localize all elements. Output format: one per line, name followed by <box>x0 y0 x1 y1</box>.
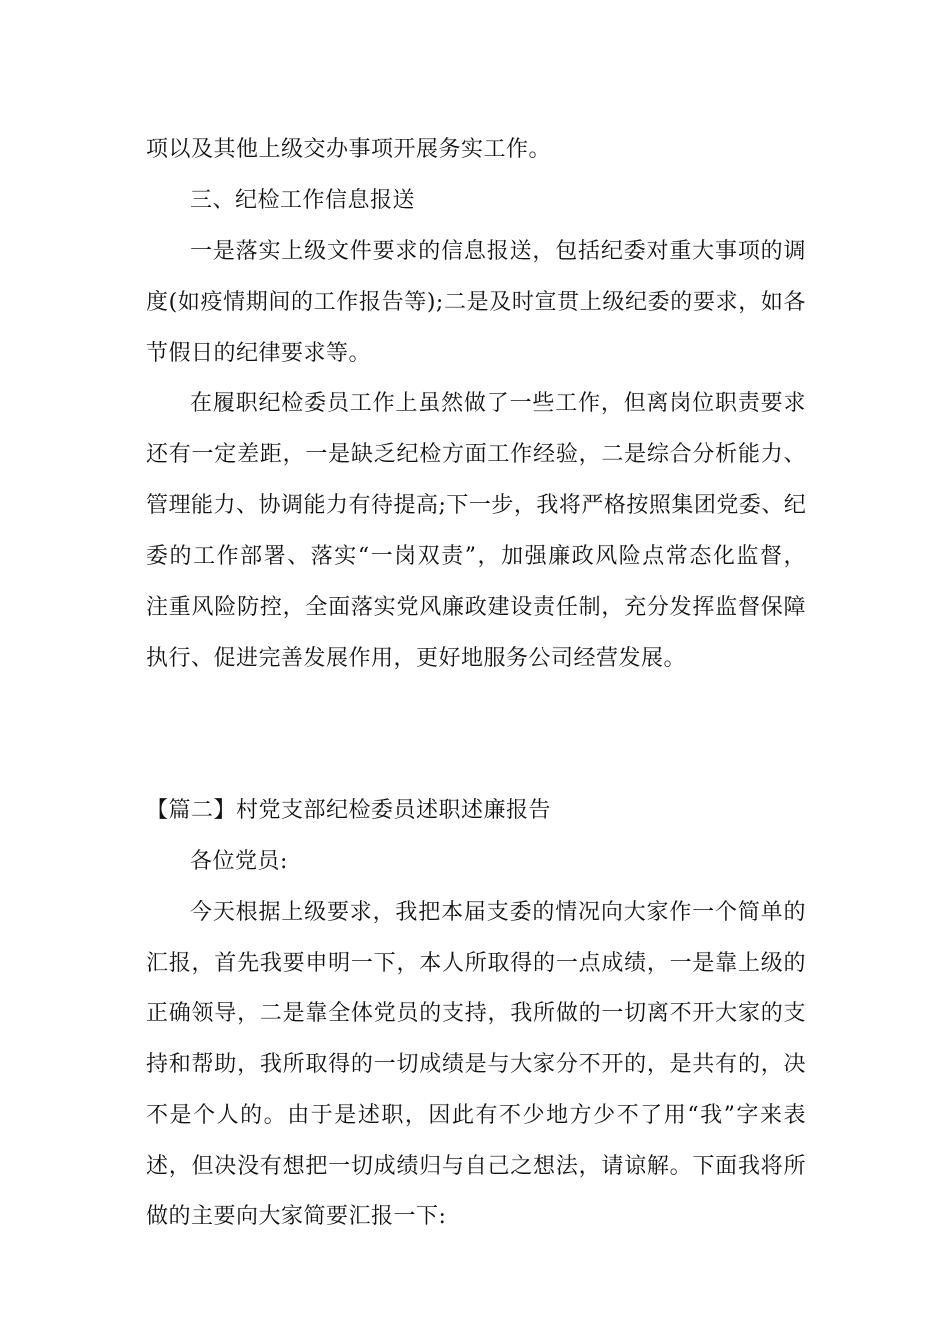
section-heading: 三、纪检工作信息报送 <box>190 188 416 213</box>
paragraph-line: 一是落实上级文件要求的信息报送，包括纪委对重大事项的调 <box>190 239 806 264</box>
paragraph-line: 注重风险防控，全面落实党风廉政建设责任制，充分发挥监督保障 <box>146 595 806 620</box>
paragraph-line: 汇报，首先我要申明一下，本人所取得的一点成绩，一是靠上级的 <box>146 951 806 976</box>
paragraph-line: 项以及其他上级交办事项开展务实工作。 <box>146 137 552 162</box>
paragraph-line: 度(如疫情期间的工作报告等);二是及时宣贯上级纪委的要求，如各 <box>146 290 806 315</box>
paragraph-line: 述，但决没有想把一切成绩归与自己之想法，请谅解。下面我将所 <box>146 1154 806 1179</box>
article-title: 【篇二】村党支部纪检委员述职述廉报告 <box>146 798 552 823</box>
paragraph-line: 还有一定差距，一是缺乏纪检方面工作经验，二是综合分析能力、 <box>146 442 806 467</box>
paragraph-line: 管理能力、协调能力有待提高;下一步，我将严格按照集团党委、纪 <box>146 493 807 518</box>
paragraph-line: 在履职纪检委员工作上虽然做了一些工作，但离岗位职责要求 <box>190 391 806 416</box>
paragraph-line: 做的主要向大家简要汇报一下: <box>146 1204 447 1229</box>
paragraph-line: 持和帮助，我所取得的一切成绩是与大家分不开的，是共有的，决 <box>146 1052 806 1077</box>
paragraph-line: 今天根据上级要求，我把本届支委的情况向大家作一个简单的 <box>190 900 806 925</box>
paragraph-line: 执行、促进完善发展作用，更好地服务公司经营发展。 <box>146 646 687 671</box>
paragraph-line: 不是个人的。由于是述职，因此有不少地方少不了用“我”字来表 <box>146 1103 806 1128</box>
paragraph-line: 委的工作部署、落实“一岗双责”，加强廉政风险点常态化监督， <box>146 544 806 569</box>
paragraph-line: 正确领导，二是靠全体党员的支持，我所做的一切离不开大家的支 <box>146 1001 806 1026</box>
paragraph-line: 节假日的纪律要求等。 <box>146 341 372 366</box>
salutation: 各位党员: <box>190 849 288 874</box>
